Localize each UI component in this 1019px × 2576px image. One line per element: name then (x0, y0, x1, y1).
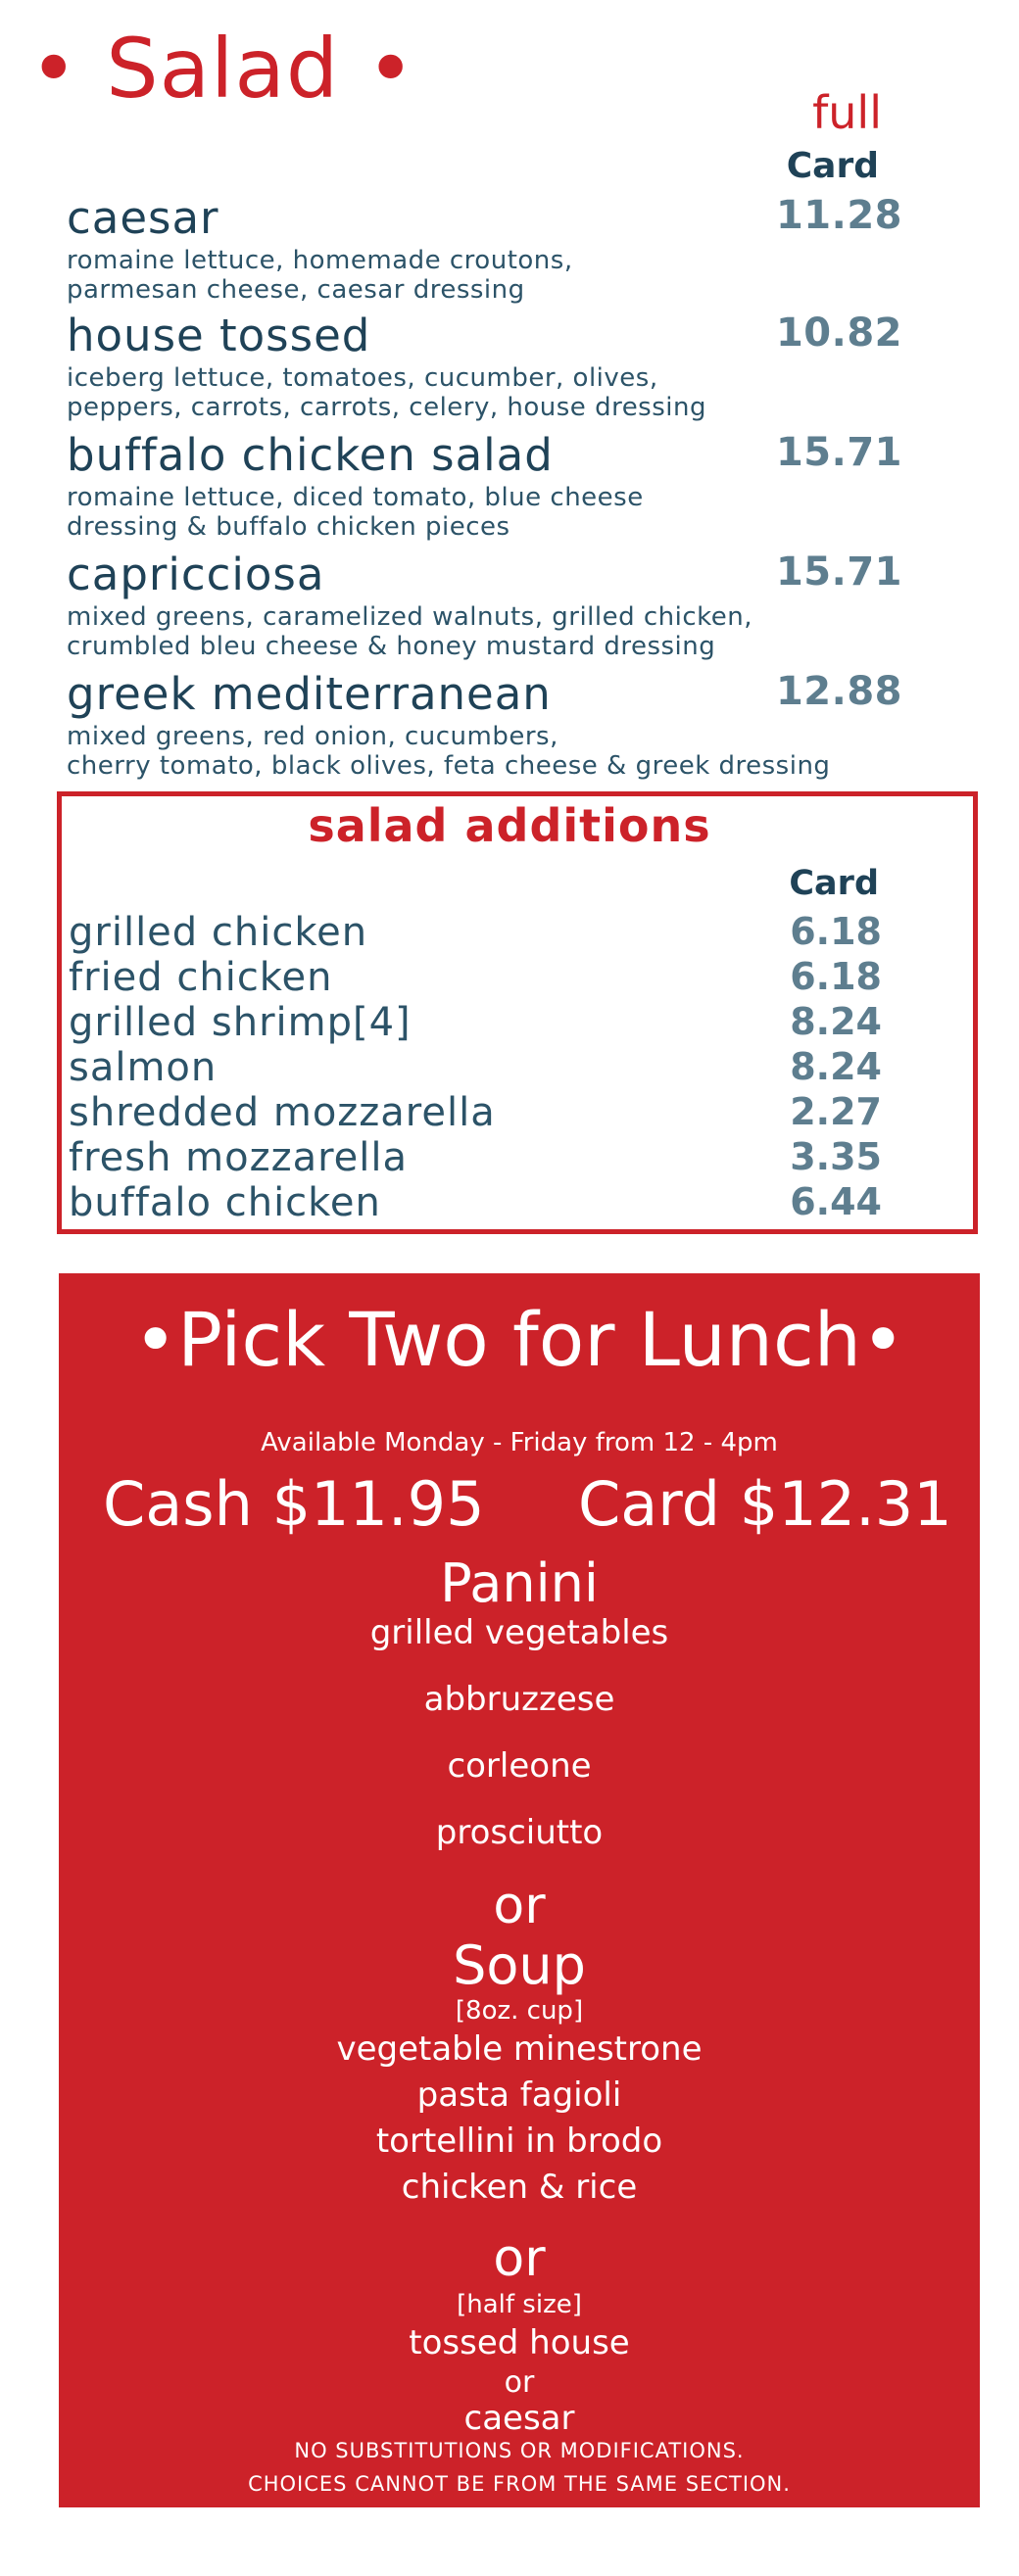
salad-additions-title: salad additions (308, 799, 711, 852)
addition-row (69, 1135, 892, 1183)
addition-price: 8.24 (790, 1045, 882, 1088)
item-price: 15.71 (775, 549, 902, 595)
item-name: caesar (67, 192, 219, 244)
addition-name: fried chicken (69, 955, 333, 1000)
item-name: capricciosa (67, 549, 325, 600)
addition-name: grilled chicken (69, 910, 368, 955)
item-price: 15.71 (775, 430, 902, 475)
addition-name: salmon (69, 1045, 218, 1090)
addition-row (69, 1000, 892, 1048)
item-description: mixed greens, red onion, cucumbers, cherry tomato, black olives, feta cheese & greek dressing (67, 722, 831, 781)
salad-choice: tossed house (409, 2323, 630, 2362)
addition-name: grilled shrimp[4] (69, 1000, 412, 1045)
additions-card-label: Card (789, 864, 879, 903)
card-price-label: Card (786, 146, 879, 186)
item-description: iceberg lettuce, tomatoes, cucumber, olives, peppers, carrots, carrots, celery, house dressing (67, 363, 706, 422)
addition-price: 3.35 (790, 1135, 882, 1178)
pick-two-title: •Pick Two for Lunch• (133, 1296, 905, 1383)
addition-price: 6.18 (790, 910, 882, 953)
panini-item: corleone (447, 1746, 592, 1786)
soup-size-note: [8oz. cup] (455, 1996, 584, 2026)
or-divider: or (493, 1877, 546, 1935)
lunch-cash-price: Cash $11.95 (103, 1468, 485, 1540)
menu-item-house-tossed (67, 310, 929, 422)
addition-row (69, 910, 892, 958)
menu-item-capricciosa (67, 549, 929, 661)
soup-heading: Soup (453, 1934, 586, 1996)
addition-name: buffalo chicken (69, 1180, 381, 1225)
addition-row (69, 1090, 892, 1138)
panini-heading: Panini (440, 1552, 599, 1614)
addition-price: 8.24 (790, 1000, 882, 1043)
panini-item: abbruzzese (423, 1680, 615, 1719)
item-name: house tossed (67, 310, 371, 361)
menu-item-greek-mediterranean (67, 668, 929, 781)
half-size-note: [half size] (457, 2290, 582, 2319)
soup-item: pasta fagioli (416, 2075, 622, 2115)
lunch-availability: Available Monday - Friday from 12 - 4pm (261, 1428, 778, 1457)
footnote-no-substitutions: NO SUBSTITUTIONS OR MODIFICATIONS. (294, 2439, 745, 2462)
or-divider: or (493, 2229, 546, 2288)
menu-item-buffalo-chicken-salad (67, 429, 929, 542)
panini-item: grilled vegetables (369, 1613, 669, 1652)
addition-price: 6.18 (790, 955, 882, 998)
soup-item: tortellini in brodo (375, 2122, 663, 2161)
item-name: buffalo chicken salad (67, 429, 554, 481)
addition-price: 6.44 (790, 1180, 882, 1223)
item-description: romaine lettuce, homemade croutons, parmesan cheese, caesar dressing (67, 246, 573, 305)
addition-row (69, 1180, 892, 1228)
addition-name: fresh mozzarella (69, 1135, 409, 1180)
item-price: 11.28 (775, 193, 902, 238)
lunch-card-price: Card $12.31 (578, 1468, 952, 1540)
addition-price: 2.27 (790, 1090, 882, 1133)
item-name: greek mediterranean (67, 668, 552, 720)
section-title-salad: • Salad • (29, 21, 416, 117)
menu-item-caesar (67, 192, 929, 305)
soup-item: vegetable minestrone (336, 2029, 703, 2069)
item-description: romaine lettuce, diced tomato, blue cheese dressing & buffalo chicken pieces (67, 483, 644, 542)
soup-item: chicken & rice (401, 2168, 638, 2207)
full-size-label: full (812, 86, 882, 139)
item-price: 10.82 (775, 310, 902, 356)
footnote-same-section: CHOICES CANNOT BE FROM THE SAME SECTION. (248, 2472, 791, 2496)
salad-choice: caesar (463, 2399, 575, 2438)
item-description: mixed greens, caramelized walnuts, grilled chicken, crumbled bleu cheese & honey mustard dressing (67, 602, 753, 661)
panini-item: prosciutto (435, 1813, 604, 1852)
item-price: 12.88 (775, 669, 902, 714)
addition-row (69, 1045, 892, 1093)
addition-name: shredded mozzarella (69, 1090, 496, 1135)
addition-row (69, 955, 892, 1003)
salad-choice-or: or (504, 2365, 535, 2400)
